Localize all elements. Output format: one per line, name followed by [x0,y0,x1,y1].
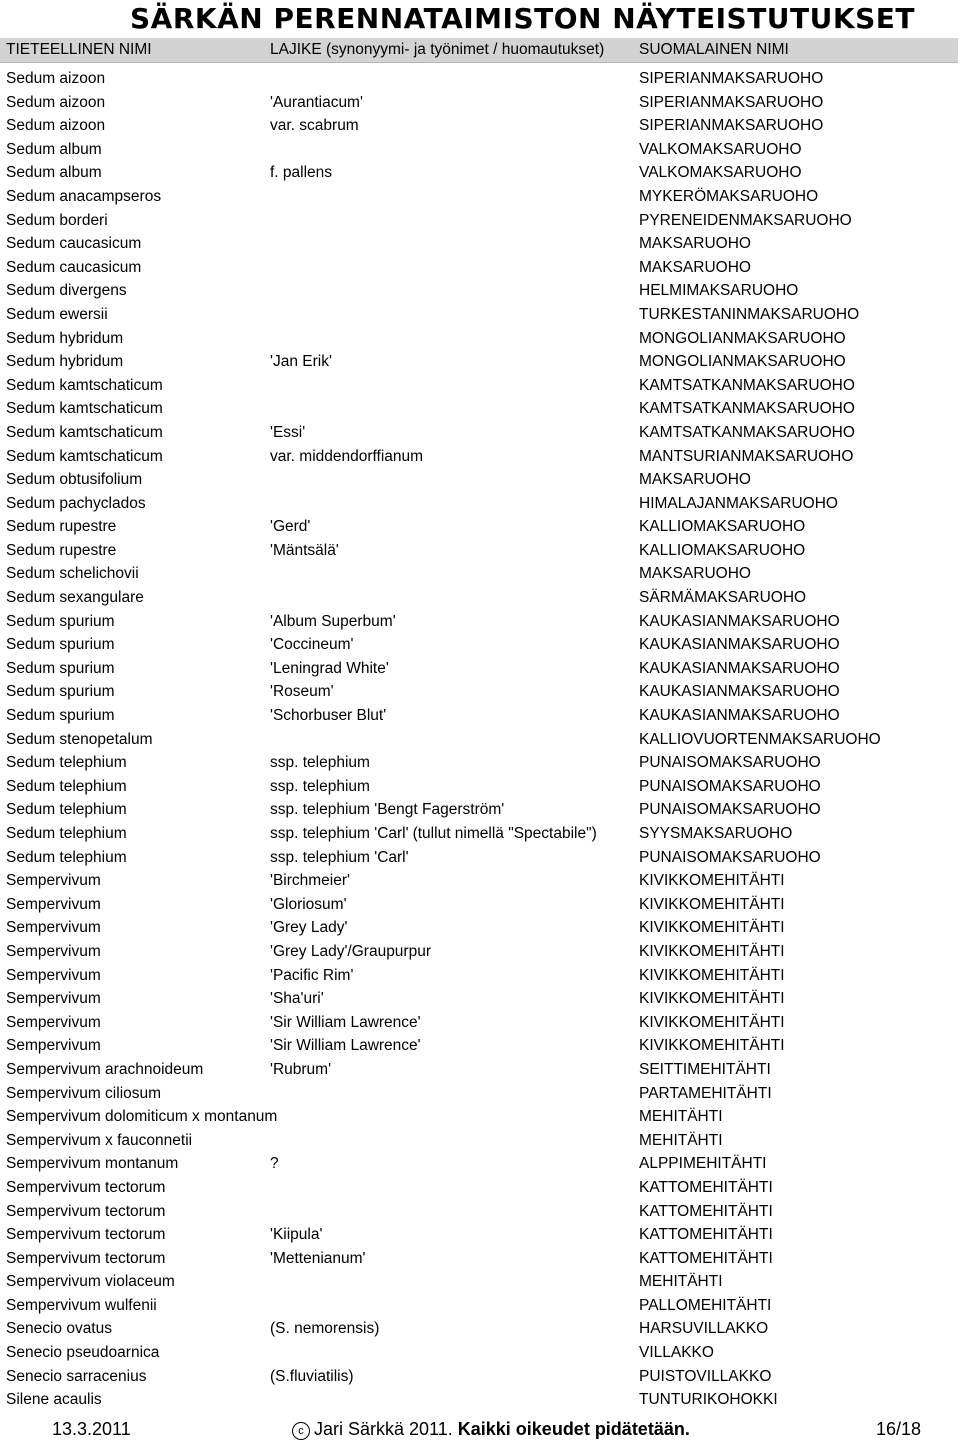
plant-table [0,67,960,1412]
cell-variety [270,680,334,704]
table-row [0,1388,960,1412]
cell-variety [270,539,339,563]
cell-finnish-name: KIVIKKOMEHITÄHTI [639,942,785,960]
cell-variety-text: 'Gerd' [270,518,311,536]
cell-finnish-name: KATTOMEHITÄHTI [639,1202,773,1220]
table-row [0,374,960,398]
cell-finnish-name: KIVIKKOMEHITÄHTI [639,919,785,937]
cell-variety-note: (tullut nimellä "Spectabile") [412,825,597,842]
cell-variety [270,445,423,469]
cell-variety [270,1152,279,1176]
table-row [0,1152,960,1176]
cell-scientific-name: Sempervivum [6,942,101,960]
cell-scientific-name: Sedum telephium [6,825,127,842]
table-row [0,798,960,822]
cell-scientific-name: Sedum aizoon [6,70,106,87]
cell-finnish-name: MAKSARUOHO [639,471,751,489]
cell-scientific-name: Sempervivum tectorum [6,1178,166,1196]
table-row [0,67,960,91]
cell-variety-text: ssp. telephium 'Bengt Fagerström' [270,801,505,819]
table-row [0,940,960,964]
cell-scientific-name: Sedum spurium [6,707,115,725]
cell-scientific-name: Sedum divergens [6,282,127,300]
cell-finnish-name: PUNAISOMAKSARUOHO [639,754,821,772]
cell-finnish-name: KIVIKKOMEHITÄHTI [639,1037,785,1055]
cell-variety-text: ? [270,1155,279,1173]
cell-scientific-name: Sedum obtusifolium [6,471,143,489]
cell-variety [270,964,353,988]
cell-variety [270,798,504,822]
table-row [0,610,960,634]
cell-variety-text: 'Mettenianum' [270,1249,366,1267]
cell-scientific-name: Sedum telephium [6,777,127,795]
copyright-icon: c [292,1422,310,1440]
cell-scientific-name: Sedum pachyclados [6,494,146,512]
cell-variety-text: 'Jan Erik' [270,353,332,371]
cell-scientific-name: Sedum kamtschaticum [6,400,163,418]
cell-finnish-name: MAKSARUOHO [639,258,751,276]
cell-finnish-name: VALKOMAKSARUOHO [639,140,802,158]
cell-variety-text: 'Sha'uri' [270,990,324,1008]
table-row [0,492,960,516]
cell-variety [270,1247,366,1271]
cell-finnish-name: MONGOLIANMAKSARUOHO [639,353,846,371]
cell-variety [270,1034,421,1058]
table-row [0,586,960,610]
table-row [0,138,960,162]
cell-scientific-name: Sedum caucasicum [6,235,142,253]
cell-scientific-name: Sempervivum dolomiticum x montanum [6,1108,278,1126]
cell-finnish-name: PUISTOVILLAKKO [639,1367,772,1385]
cell-variety [270,1223,322,1247]
cell-variety-text: 'Album Superbum' [270,612,396,630]
cell-scientific-name: Sedum spurium [6,612,115,630]
table-row [0,657,960,681]
cell-finnish-name: SIPERIANMAKSARUOHO [639,70,824,87]
cell-scientific-name: Sedum caucasicum [6,258,142,276]
table-row [0,1058,960,1082]
cell-scientific-name: Sempervivum wulfenii [6,1296,157,1314]
cell-variety [270,657,389,681]
cell-finnish-name: MYKERÖMAKSARUOHO [639,187,819,205]
page-footer [0,1419,960,1443]
cell-variety-text: 'Coccineum' [270,636,354,654]
table-row [0,1200,960,1224]
cell-finnish-name: MAKSARUOHO [639,565,751,583]
cell-finnish-name: KAUKASIANMAKSARUOHO [639,636,840,654]
cell-scientific-name: Sedum anacampseros [6,187,162,205]
cell-scientific-name: Sedum spurium [6,636,115,654]
cell-variety [270,91,363,115]
table-row [0,751,960,775]
footer-copyright-author: Jari Särkkä 2011. [314,1419,453,1439]
cell-scientific-name: Sempervivum [6,990,101,1008]
table-row [0,1270,960,1294]
cell-finnish-name: KAUKASIANMAKSARUOHO [639,683,840,701]
table-row [0,987,960,1011]
table-row [0,539,960,563]
table-row [0,421,960,445]
cell-scientific-name: Sedum stenopetalum [6,730,153,748]
cell-finnish-name: ALPPIMEHITÄHTI [639,1155,767,1173]
cell-variety-text: 'Sir William Lawrence' [270,1037,421,1055]
cell-finnish-name: SYYSMAKSARUOHO [639,825,793,842]
footer-copyright-rights: Kaikki oikeudet pidätetään. [457,1419,690,1439]
cell-finnish-name: KAMTSATKANMAKSARUOHO [639,376,855,394]
cell-finnish-name: MEHITÄHTI [639,1273,723,1291]
cell-variety-text: 'Pacific Rim' [270,966,354,984]
table-row [0,1317,960,1341]
cell-variety-text: f. pallens [270,164,333,182]
cell-variety-text: 'Essi' [270,423,306,441]
cell-finnish-name: PUNAISOMAKSARUOHO [639,777,821,795]
table-row [0,515,960,539]
cell-finnish-name: KAUKASIANMAKSARUOHO [639,659,840,677]
table-row [0,468,960,492]
cell-finnish-name: KAUKASIANMAKSARUOHO [639,612,840,630]
cell-variety-text: 'Schorbuser Blut' [270,707,387,725]
cell-scientific-name: Sempervivum tectorum [6,1202,166,1220]
cell-scientific-name: Sempervivum montanum [6,1155,179,1173]
cell-variety-text: 'Leningrad White' [270,659,389,677]
cell-variety [270,421,305,445]
table-row [0,562,960,586]
cell-finnish-name: PYRENEIDENMAKSARUOHO [639,211,852,229]
cell-finnish-name: KAUKASIANMAKSARUOHO [639,707,840,725]
cell-scientific-name: Sempervivum tectorum [6,1226,166,1244]
table-row [0,397,960,421]
table-row [0,869,960,893]
cell-scientific-name: Sedum rupestre [6,541,117,559]
table-row [0,893,960,917]
cell-scientific-name: Sedum aizoon [6,93,106,111]
table-row [0,1011,960,1035]
cell-variety-text: (S.fluviatilis) [270,1367,354,1385]
cell-finnish-name: VALKOMAKSARUOHO [639,164,802,182]
cell-scientific-name: Sedum sexangulare [6,589,144,607]
cell-scientific-name: Sedum hybridum [6,329,124,347]
cell-scientific-name: Silene acaulis [6,1391,102,1409]
cell-finnish-name: KATTOMEHITÄHTI [639,1226,773,1244]
cell-variety [270,350,332,374]
cell-scientific-name: Sempervivum arachnoideum [6,1060,204,1078]
cell-scientific-name: Sempervivum tectorum [6,1249,166,1267]
cell-variety [270,1058,331,1082]
table-row [0,633,960,657]
cell-finnish-name: KIVIKKOMEHITÄHTI [639,1013,785,1031]
cell-finnish-name: VILLAKKO [639,1344,714,1362]
cell-finnish-name: KAMTSATKANMAKSARUOHO [639,423,855,441]
cell-finnish-name: KALLIOMAKSARUOHO [639,518,806,536]
cell-variety-text: ssp. telephium 'Carl' [270,848,409,866]
cell-variety [270,161,332,185]
cell-finnish-name: KATTOMEHITÄHTI [639,1249,773,1267]
page-title: SÄRKÄN PERENNATAIMISTON NÄYTEISTUTUKSET [130,2,915,35]
cell-finnish-name: PUNAISOMAKSARUOHO [639,848,821,866]
cell-finnish-name: SEITTIMEHITÄHTI [639,1060,771,1078]
table-row [0,256,960,280]
cell-finnish-name: MONGOLIANMAKSARUOHO [639,329,846,347]
table-row [0,1082,960,1106]
cell-variety [270,940,431,964]
cell-variety-text: var. scabrum [270,117,359,135]
cell-variety-text: ssp. telephium 'Carl' [270,825,409,842]
cell-finnish-name: SIPERIANMAKSARUOHO [639,117,824,135]
table-row [0,775,960,799]
cell-finnish-name: KIVIKKOMEHITÄHTI [639,966,785,984]
cell-variety [270,846,409,870]
cell-variety-text: 'Grey Lady' [270,919,348,937]
cell-finnish-name: MAKSARUOHO [639,235,751,253]
footer-date: 13.3.2011 [52,1419,131,1439]
cell-scientific-name: Sedum spurium [6,683,115,701]
cell-scientific-name: Sedum hybridum [6,353,124,371]
cell-scientific-name: Sempervivum x fauconnetii [6,1131,193,1149]
cell-scientific-name: Sedum spurium [6,659,115,677]
cell-finnish-name: HARSUVILLAKKO [639,1320,769,1338]
cell-scientific-name: Sedum schelichovii [6,565,139,583]
table-row [0,1129,960,1153]
cell-finnish-name: TUNTURIKOHOKKI [639,1391,778,1409]
cell-finnish-name: SIPERIANMAKSARUOHO [639,93,824,111]
table-row [0,303,960,327]
cell-variety-text: 'Birchmeier' [270,872,350,890]
cell-variety [270,893,347,917]
table-row [0,161,960,185]
cell-finnish-name: KIVIKKOMEHITÄHTI [639,872,785,890]
column-header-finnish: SUOMALAINEN NIMI [639,41,789,58]
cell-variety-text: 'Grey Lady'/Graupurpur [270,942,431,960]
cell-scientific-name: Sedum ewersii [6,305,108,323]
cell-scientific-name: Sempervivum ciliosum [6,1084,162,1102]
cell-finnish-name: MEHITÄHTI [639,1131,723,1149]
cell-variety-text: 'Sir William Lawrence' [270,1013,421,1031]
cell-finnish-name: KIVIKKOMEHITÄHTI [639,990,785,1008]
table-row [0,704,960,728]
column-header-scientific: TIETEELLINEN NIMI [6,41,152,58]
table-row [0,279,960,303]
cell-finnish-name: MANTSURIANMAKSARUOHO [639,447,854,465]
cell-scientific-name: Sempervivum violaceum [6,1273,175,1291]
table-row [0,91,960,115]
cell-variety-text: 'Gloriosum' [270,895,347,913]
cell-variety-text: 'Rubrum' [270,1060,332,1078]
cell-variety-text: 'Kiipula' [270,1226,323,1244]
cell-scientific-name: Sedum telephium [6,848,127,866]
table-row [0,114,960,138]
cell-variety [270,1011,421,1035]
cell-variety [270,610,396,634]
table-row [0,350,960,374]
column-header-variety: LAJIKE (synonyymi- ja työnimet / huomautukset) [270,41,605,58]
cell-scientific-name: Sempervivum [6,919,101,937]
cell-scientific-name: Sedum kamtschaticum [6,376,163,394]
cell-variety [270,1317,379,1341]
cell-variety [270,704,386,728]
cell-finnish-name: SÄRMÄMAKSARUOHO [639,589,807,607]
table-row [0,1247,960,1271]
table-row [0,846,960,870]
table-row [0,680,960,704]
cell-variety-text: ssp. telephium [270,754,370,772]
cell-variety [270,869,350,893]
cell-finnish-name: PUNAISOMAKSARUOHO [639,801,821,819]
table-row [0,1365,960,1389]
cell-finnish-name: KATTOMEHITÄHTI [639,1178,773,1196]
cell-variety [270,987,324,1011]
cell-finnish-name: HELMIMAKSARUOHO [639,282,799,300]
cell-scientific-name: Sedum telephium [6,754,127,772]
cell-scientific-name: Sedum telephium [6,801,127,819]
cell-variety [270,633,353,657]
cell-finnish-name: KIVIKKOMEHITÄHTI [639,895,785,913]
cell-variety-text: ssp. telephium [270,777,370,795]
cell-scientific-name: Sedum rupestre [6,518,117,536]
table-row [0,822,960,846]
cell-scientific-name: Senecio sarracenius [6,1367,147,1385]
cell-variety [270,775,370,799]
cell-scientific-name: Sempervivum [6,872,101,890]
table-row [0,1294,960,1318]
cell-finnish-name: HIMALAJANMAKSARUOHO [639,494,838,512]
cell-scientific-name: Sedum album [6,164,102,182]
table-row [0,232,960,256]
cell-scientific-name: Sedum kamtschaticum [6,423,163,441]
cell-finnish-name: KALLIOMAKSARUOHO [639,541,806,559]
cell-variety-text: 'Mäntsälä' [270,541,339,559]
cell-finnish-name: KALLIOVUORTENMAKSARUOHO [639,730,881,748]
footer-copyright [292,1419,690,1440]
table-row [0,964,960,988]
cell-variety-text: 'Roseum' [270,683,334,701]
table-row [0,1341,960,1365]
cell-scientific-name: Sempervivum [6,966,101,984]
cell-scientific-name: Sedum kamtschaticum [6,447,163,465]
cell-scientific-name: Sedum album [6,140,102,158]
cell-variety [270,916,347,940]
cell-finnish-name: KAMTSATKANMAKSARUOHO [639,400,855,418]
cell-scientific-name: Sedum borderi [6,211,108,229]
cell-finnish-name: TURKESTANINMAKSARUOHO [639,305,860,323]
cell-variety-text: var. middendorffianum [270,447,424,465]
cell-scientific-name: Sempervivum [6,1013,101,1031]
cell-scientific-name: Senecio pseudoarnica [6,1344,160,1362]
table-row [0,728,960,752]
cell-variety [270,751,370,775]
table-row [0,445,960,469]
cell-scientific-name: Sempervivum [6,895,101,913]
table-row [0,916,960,940]
table-row [0,1105,960,1129]
cell-variety-text: (S. nemorensis) [270,1320,380,1338]
cell-variety [270,114,359,138]
cell-variety-text: 'Aurantiacum' [270,93,363,111]
table-row [0,1176,960,1200]
cell-variety [270,822,597,846]
table-header [0,38,958,63]
table-row [0,185,960,209]
cell-finnish-name: MEHITÄHTI [639,1108,723,1126]
cell-scientific-name: Sedum aizoon [6,117,106,135]
cell-finnish-name: PALLOMEHITÄHTI [639,1296,772,1314]
footer-page-number: 16/18 [876,1419,922,1439]
cell-variety [270,1365,354,1389]
cell-scientific-name: Sempervivum [6,1037,101,1055]
table-row [0,209,960,233]
table-row [0,1223,960,1247]
cell-variety [270,515,310,539]
cell-finnish-name: PARTAMEHITÄHTI [639,1084,772,1102]
table-row [0,327,960,351]
cell-scientific-name: Senecio ovatus [6,1320,112,1338]
table-row [0,1034,960,1058]
